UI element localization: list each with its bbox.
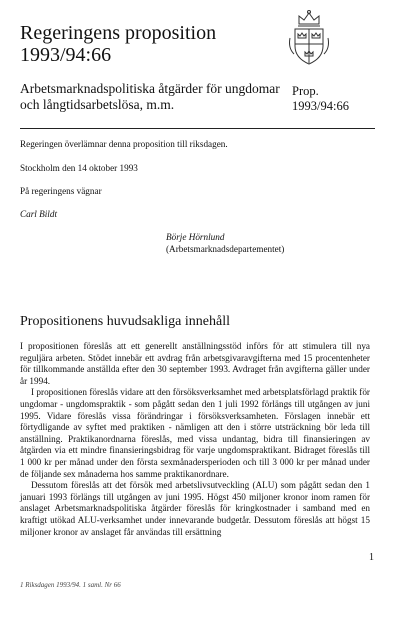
subtitle-line-2: och långtidsarbetslösa, m.m. — [20, 97, 175, 112]
page-number: 1 — [369, 552, 374, 563]
page-footer: 1 Riksdagen 1993/94. 1 saml. Nr 66 — [20, 581, 121, 589]
section-heading: Propositionens huvudsakliga innehåll — [20, 314, 230, 329]
signature-borje-hornlund: Börje Hörnlund — [166, 232, 225, 242]
paragraph-3: Dessutom föreslås att det försök med arbetslivsutveckling (ALU) som pågått sedan den 1 januari 1993 förlängs till utgången av juni 1995. Högst 450 miljoner kronor inom ramen för anslaget Arbetsmarknadspolitiska åtgärder föreslås för kringkostnader i samband med en kraftigt utökad ALU-verksamhet under innevarande budgetår. Dessutom föreslås att högst 15 miljoner kronor av anslaget får användas till ersättning — [20, 480, 370, 537]
document-title — [20, 22, 216, 66]
title-line-2: 1993/94:66 — [20, 44, 112, 66]
side-label-prop: Prop. — [292, 84, 319, 98]
side-label-number: 1993/94:66 — [292, 99, 349, 113]
royal-crest-icon — [286, 8, 332, 68]
signature-carl-bildt: Carl Bildt — [20, 209, 58, 219]
transmit-statement: Regeringen överlämnar denna proposition till riksdagen. — [20, 139, 228, 149]
paragraph-1: I propositionen föreslås att ett generellt anställningsstöd införs för att stimulera till nya reguljära arbeten. Stödet innebär ett avdrag från arbetsgivaravgifterna med 15 procentenheter för tillkommande anställda efter den 30 september 1993. Avdraget från avgifterna gäller under år 1994. — [20, 341, 370, 386]
section-body — [20, 341, 370, 538]
header-divider — [20, 128, 375, 129]
title-line-1: Regeringens proposition — [20, 22, 217, 44]
subtitle-line-1: Arbetsmarknadspolitiska åtgärder för ungdomar — [20, 81, 280, 96]
paragraph-2: I propositionen föreslås vidare att den försöksverksamhet med arbetsplatsförlagd praktik för ungdomar - ungdomspraktik - som pågått sedan den 1 juli 1992 förlängs till utgången av juni 1995. Vidare föreslås vissa förändringar i försöksverksamheten. Förslagen innebär ett förtydligande av syftet med praktiken - nämligen att den i större utsträckning bör leda till anställning. Praktikanordnarna föreslås, med vissa undantag, bidra till finansieringen av åtgärden via ett mindre finansieringsbidrag för varje ungdomspraktikant. Bidraget föreslås till 1 000 kr per månad under den första sexmånadersperioden och till 3 000 kr per månad under de följande sex månaderna hos samme praktikanordnare. — [20, 387, 370, 479]
document-subtitle — [20, 81, 280, 113]
place-date: Stockholm den 14 oktober 1993 — [20, 163, 138, 173]
on-behalf: På regeringens vägnar — [20, 186, 102, 196]
signer-department: (Arbetsmarknadsdepartementet) — [166, 244, 285, 254]
side-reference — [292, 84, 349, 114]
